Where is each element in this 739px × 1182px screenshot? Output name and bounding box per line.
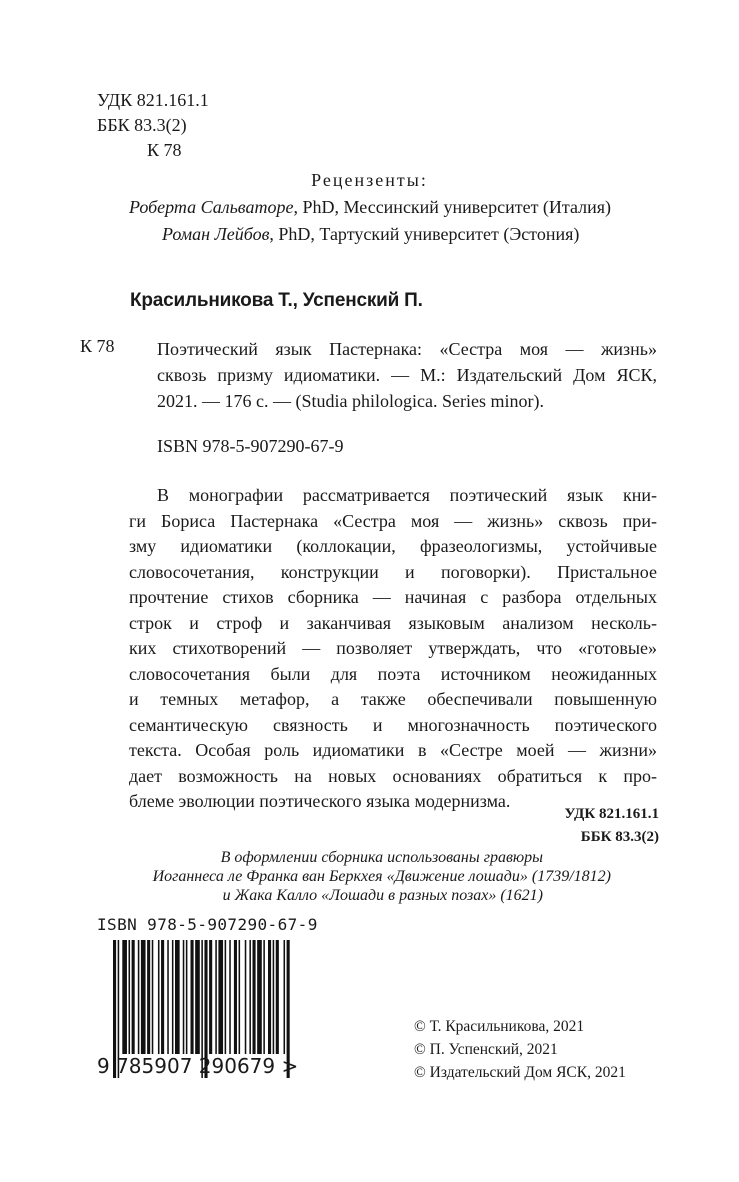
- authors-heading: Красильникова Т., Успенский П.: [130, 290, 423, 311]
- copyright-line: © П. Успенский, 2021: [414, 1041, 558, 1058]
- author-mark: К 78: [147, 140, 182, 160]
- reviewers-heading: Рецензенты:: [311, 170, 428, 190]
- barcode-bar: [249, 940, 251, 1054]
- bbk-right: ББК 83.3(2): [580, 829, 659, 845]
- barcode-bar: [284, 940, 286, 1054]
- barcode-bar: [158, 940, 160, 1054]
- barcode-bar: [245, 940, 247, 1054]
- biblio-line: Поэтический язык Пастернака: «Сестра моя — жизнь»: [157, 339, 657, 359]
- barcode-bar: [175, 940, 180, 1054]
- abstract-line: словосочетания были для поэта источником неожиданных: [129, 663, 657, 684]
- barcode-digits: 9 785907 290679 >: [97, 1054, 299, 1078]
- copyright-line: © Издательский Дом ЯСК, 2021: [414, 1064, 626, 1081]
- barcode-bar: [268, 940, 271, 1054]
- biblio-description: [157, 336, 657, 414]
- barcode-bar: [141, 940, 146, 1054]
- barcode-bar: [191, 940, 194, 1054]
- barcode-bar: [186, 940, 188, 1054]
- credit-line: Иоганнеса ле Франка ван Беркхея «Движение лошади» (1739/1812): [152, 868, 611, 885]
- reviewer-2-name: Роман Лейбов: [162, 224, 270, 244]
- udk-code: УДК 821.161.1: [97, 90, 209, 110]
- barcode-bar: [183, 940, 185, 1054]
- reviewer-2-affiliation: , PhD, Тартуский университет (Эстония): [269, 224, 580, 244]
- abstract-line: словосочетания, конструкции и поговорки). Пристальное: [129, 561, 657, 582]
- barcode-bar: [225, 940, 227, 1054]
- abstract: [129, 483, 657, 815]
- abstract-line: текста. Особая роль идиоматики в «Сестре моей — жизни»: [129, 740, 657, 760]
- abstract-line: дает возможность на новых основаниях обратиться к про-: [129, 765, 657, 786]
- barcode-bar: [215, 940, 217, 1054]
- barcode-bar: [152, 940, 154, 1054]
- abstract-line: блеме эволюции поэтического языка модернизма.: [129, 791, 511, 811]
- barcode-bar: [147, 940, 150, 1054]
- barcode-bar: [276, 940, 279, 1054]
- barcode-bar: [209, 940, 212, 1054]
- barcode-bar: [161, 940, 164, 1054]
- biblio-author-mark: К 78: [80, 336, 115, 356]
- reviewer-1-affiliation: , PhD, Мессинский университет (Италия): [293, 197, 612, 217]
- barcode-bar: [239, 940, 241, 1054]
- barcode-bar: [195, 940, 200, 1054]
- biblio-line: сквозь призму идиоматики. — М.: Издательский Дом ЯСК,: [157, 365, 657, 385]
- barcode-bar: [253, 940, 256, 1054]
- reviewer-1: [129, 197, 611, 218]
- abstract-line: ги Бориса Пастернака «Сестра моя — жизнь» сквозь при-: [129, 510, 657, 531]
- abstract-line: прочтение стихов сборника — начиная с разбора отдельных: [129, 587, 657, 607]
- barcode-bar: [129, 940, 131, 1054]
- barcode-bar: [167, 940, 169, 1054]
- abstract-line: зму идиоматики (коллокации, фразеологизмы, устойчивые: [129, 536, 657, 556]
- barcode-bar: [263, 940, 265, 1054]
- barcode-bar: [172, 940, 174, 1054]
- barcode-bar: [122, 940, 127, 1054]
- barcode-bar: [229, 940, 231, 1054]
- copyright-line: © Т. Красильникова, 2021: [414, 1018, 585, 1035]
- classification-block: [97, 88, 209, 163]
- reviewer-1-name: Роберта Сальваторе: [129, 197, 294, 217]
- bbk-code: ББК 83.3(2): [97, 115, 187, 135]
- reviewer-2: [162, 224, 579, 245]
- abstract-line: ких стихотворений — позволяет утверждать, что «готовые»: [129, 638, 657, 658]
- credit-line: и Жака Калло «Лошади в разных позах» (1621): [222, 887, 543, 904]
- abstract-line: В монографии рассматривается поэтический язык кни-: [157, 485, 657, 505]
- credit-line: В оформлении сборника использованы гравюры: [220, 849, 543, 866]
- abstract-line: семантическую связность и многозначность поэтического: [129, 714, 657, 735]
- barcode-bar: [138, 940, 140, 1054]
- barcode-bar: [273, 940, 275, 1054]
- isbn-line: ISBN 978-5-907290-67-9: [157, 436, 344, 456]
- barcode-bar: [218, 940, 223, 1054]
- barcode-bar: [234, 940, 237, 1054]
- barcode-bar: [257, 940, 262, 1054]
- biblio-line: 2021. — 176 с. — (Studia philologica. Series minor).: [157, 391, 544, 411]
- abstract-line: строк и строф и заканчивая языковым анализом несколь-: [129, 612, 657, 633]
- barcode-isbn-text: ISBN 978-5-907290-67-9: [97, 915, 318, 934]
- udk-right: УДК 821.161.1: [564, 806, 659, 822]
- barcode-bar: [132, 940, 135, 1054]
- abstract-line: и темных метафор, а также обеспечивали повышенную: [129, 689, 657, 709]
